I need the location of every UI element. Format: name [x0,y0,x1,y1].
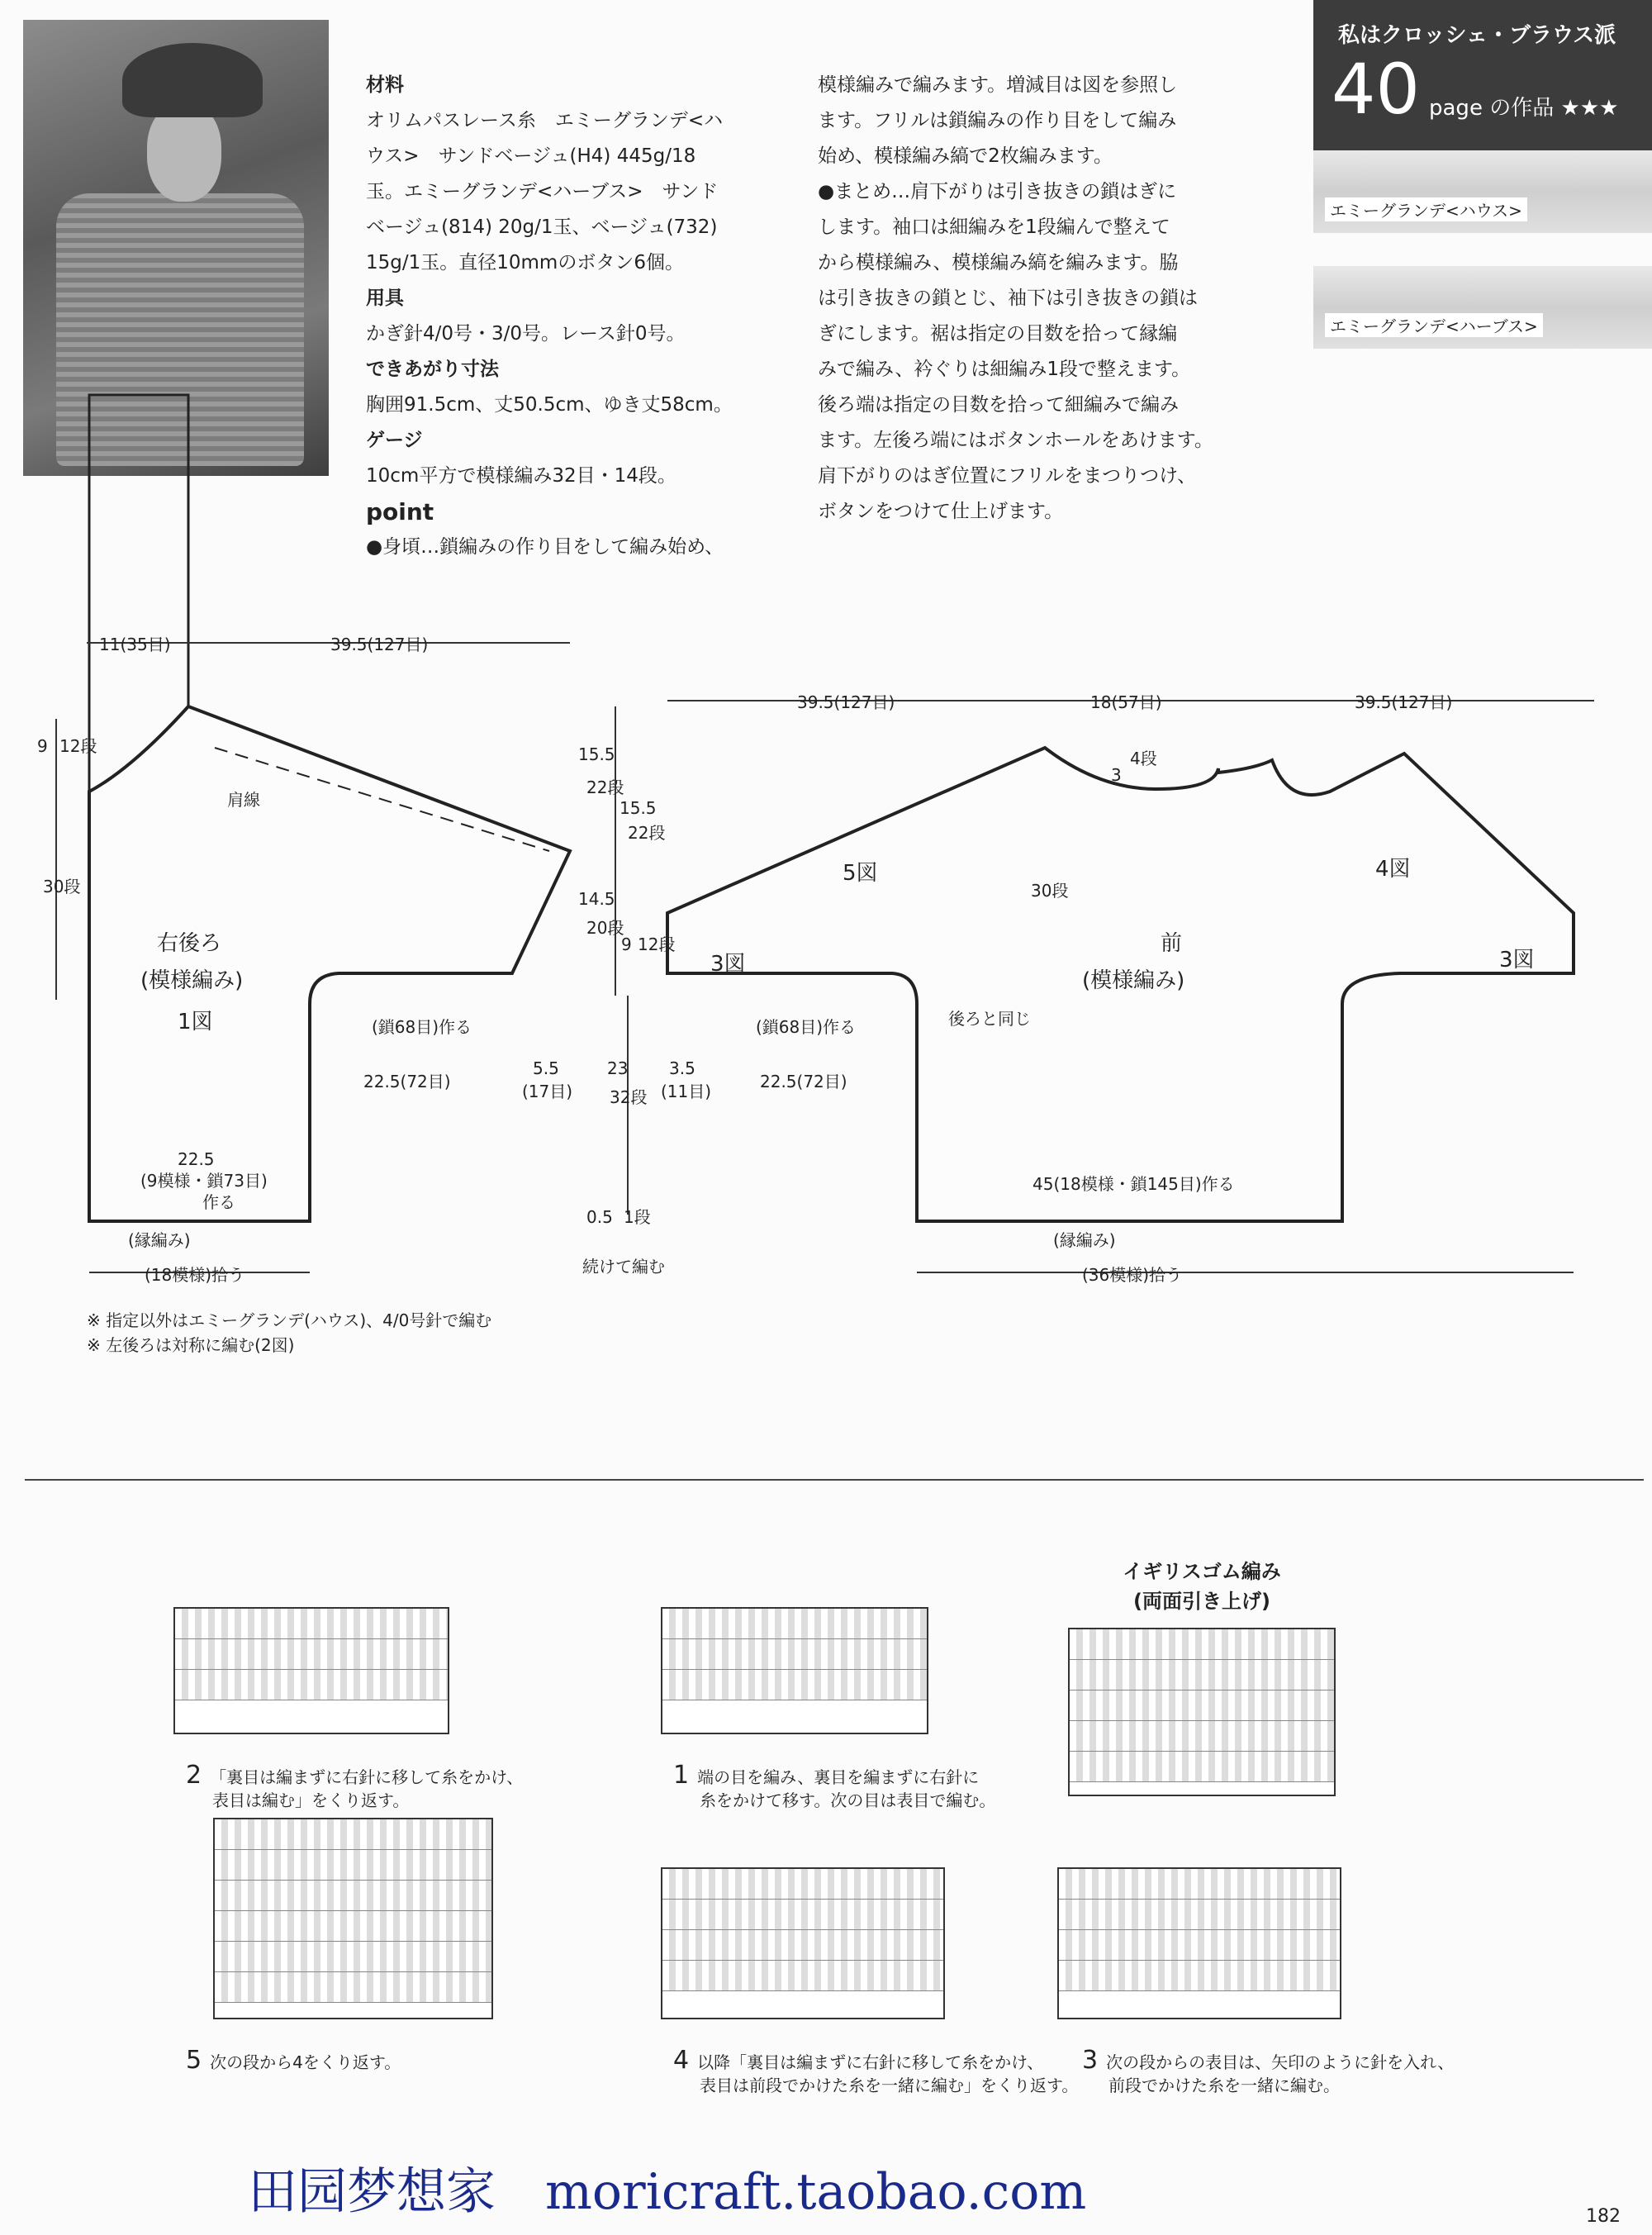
instruction-line: ●まとめ…肩下がりは引き抜きの鎖はぎに [818,181,1177,202]
instruction-line: します。袖口は細編みを1段編んで整えて [818,216,1170,238]
dim-label: 15.5 [578,744,615,764]
gauge-text: 10cm平方で模様編み32目・14段。 [366,465,676,487]
size-heading: できあがり寸法 [366,359,499,380]
yarn-label: エミーグランデ<ハウス> [1325,197,1527,221]
instruction-line: 後ろ端は指定の目数を拾って細編みで編み [818,394,1179,416]
dim-label: 30段 [43,877,81,896]
step-caption-5 [186,2046,401,2075]
back-subtitle: (模様編み) [140,968,244,993]
dim-label: (9模様・鎖73目) [140,1171,268,1191]
point-text: ●身頃…鎖編みの作り目をして編み始め、 [366,536,724,558]
instruction-line: ます。フリルは鎖編みの作り目をして編み [818,110,1177,131]
step-text: 以降「裏目は編まずに右針に移して糸をかけ、 [697,2052,1044,2072]
yarn-label: エミーグランデ<ハーブス> [1325,313,1543,337]
tools-text: かぎ針4/0号・3/0号。レース針0号。 [366,323,686,345]
step-caption-2 [186,1761,524,1812]
instruction-line: から模様編み、模様編み縞を編みます。脇 [818,252,1179,273]
instruction-line: 肩下がりのはぎ位置にフリルをまつりつけ、 [818,465,1197,487]
instruction-line: ぎにします。裾は指定の目数を拾って縁編 [818,323,1178,345]
step-number: 2 [186,1761,202,1790]
dim-label: 20段 [586,918,624,938]
series-title: 私はクロッシェ・ブラウス派 [1338,23,1616,48]
point-heading: point [366,498,434,525]
dim-label: 0.5 [586,1207,613,1227]
back-title: 右後ろ [157,931,222,956]
dim-label: 9 [621,934,632,954]
step-number: 4 [673,2046,690,2075]
dim-label: (17目) [522,1082,573,1101]
instruction-line: は引き抜きの鎖とじ、袖下は引き抜きの鎖は [818,288,1198,309]
dim-label: 15.5 [620,798,657,818]
rib-title: イギリスゴム編み [1123,1560,1281,1583]
dim-label: 45(18模様・鎖145目)作る [1032,1174,1235,1194]
watermark-footer: 田园梦想家 moricraft.taobao.com [248,2163,1087,2221]
dim-label: 14.5 [578,889,615,909]
dim-label: 39.5(127目) [1355,692,1453,712]
front-title: 前 [1161,931,1183,956]
page-number: 182 [1586,2206,1621,2227]
instruction-line: 模様編みで編みます。増減目は図を参照し [818,74,1178,96]
figure-label: 3図 [710,952,746,977]
dim-label: 22段 [586,777,624,797]
stitch-illustration-2 [173,1607,449,1734]
front-subtitle: (模様編み) [1082,968,1185,993]
instruction-line: 始め、模様編み縞で2枚編みます。 [818,145,1113,167]
work-page-number: 40 [1332,49,1420,130]
dim-label: 11(35目) [99,635,171,654]
dim-label: (鎖68目)作る [372,1017,472,1037]
instruction-line: ます。左後ろ端にはボタンホールをあけます。 [818,430,1213,451]
materials-line: 15g/1玉。直径10mmのボタン6個。 [366,252,684,273]
dim-label: (鎖68目)作る [756,1017,857,1037]
stitch-illustration-4 [661,1867,945,2019]
gauge-heading: ゲージ [366,430,423,451]
rib-chart [1068,1628,1336,1796]
step-number: 5 [186,2046,202,2075]
step-text: 表目は前段でかけた糸を一緒に編む」をくり返す。 [700,2076,1079,2095]
dim-label: 続けて編む [582,1257,665,1277]
step-text: 「裏目は編まずに右針に移して糸をかけ、 [210,1767,524,1787]
step-text: 前段でかけた糸を一緒に編む。 [1108,2076,1340,2095]
work-page-suffix: page の作品 ★★★ [1429,96,1619,121]
dim-label: 4段 [1130,749,1157,768]
diagram-note: ※ 指定以外はエミーグランデ(ハウス)、4/0号針で編む [87,1310,492,1330]
dim-label: (36模様)拾う [1082,1265,1183,1285]
step-text: 端の目を編み、裏目を編まずに右針に [697,1767,980,1787]
dim-label: (縁編み) [128,1230,191,1250]
step-caption-4 [673,2046,1079,2097]
dim-label: 作る [202,1192,235,1212]
dim-label: 12段 [638,934,676,954]
figure-label: 4図 [1375,857,1411,882]
stitch-illustration-1 [661,1607,928,1734]
back-figure-label: 1図 [178,1010,213,1034]
diagram-note: ※ 左後ろは対称に編む(2図) [87,1335,295,1355]
step-number: 3 [1082,2046,1099,2075]
dim-label: (11目) [661,1082,712,1101]
dim-label: 9 [37,736,48,756]
size-text: 胸囲91.5cm、丈50.5cm、ゆき丈58cm。 [366,394,733,416]
stitch-illustration-5 [213,1818,493,2019]
dim-label: 23 [607,1058,629,1078]
step-text: 次の段からの表目は、矢印のように針を入れ、 [1106,2052,1455,2072]
dim-label: 30段 [1031,881,1069,901]
figure-label: 3図 [1499,948,1535,972]
instruction-line: みで編み、衿ぐりは細編み1段で整えます。 [818,359,1191,380]
rib-subtitle: (両面引き上げ) [1133,1590,1270,1613]
dim-label: 後ろと同じ [948,1009,1031,1029]
dim-label: 18(57目) [1090,692,1162,712]
figure-label: 5図 [843,861,878,886]
step-text: 次の段から4をくり返す。 [210,2052,401,2072]
step-text: 糸をかけて移す。次の目は表目で編む。 [700,1790,996,1810]
step-caption-1 [673,1761,996,1812]
dim-label: 22.5(72目) [363,1072,451,1091]
dim-label: 3 [1111,765,1122,785]
step-number: 1 [673,1761,690,1790]
dim-label: 32段 [610,1087,648,1107]
dim-label: 5.5 [533,1058,559,1078]
shoulder-line-label: 肩線 [227,790,260,810]
dim-label: 3.5 [669,1058,695,1078]
section-divider [25,1479,1644,1481]
materials-line: 玉。エミーグランデ<ハーブス> サンド [366,181,719,202]
materials-line: オリムパスレース糸 エミーグランデ<ハ [366,110,724,131]
step-text: 表目は編む」をくり返す。 [212,1790,410,1810]
dim-label: 12段 [59,736,97,756]
materials-heading: 材料 [366,74,404,96]
dim-label: 39.5(127目) [797,692,895,712]
dim-label: 1段 [624,1207,651,1227]
materials-line: ベージュ(814) 20g/1玉、ベージュ(732) [366,216,718,238]
instruction-line: ボタンをつけて仕上げます。 [818,501,1064,522]
step-caption-3 [1082,2046,1455,2097]
dim-label: 22.5(72目) [760,1072,847,1091]
dim-label: (18模様)拾う [145,1265,245,1285]
dim-label: 22段 [628,823,666,843]
materials-line: ウス> サンドベージュ(H4) 445g/18 [366,145,696,167]
dim-label: 39.5(127目) [330,635,429,654]
dim-label: 22.5 [178,1149,215,1169]
dim-label: (縁編み) [1053,1230,1116,1250]
tools-heading: 用具 [366,288,404,309]
stitch-illustration-3 [1057,1867,1341,2019]
